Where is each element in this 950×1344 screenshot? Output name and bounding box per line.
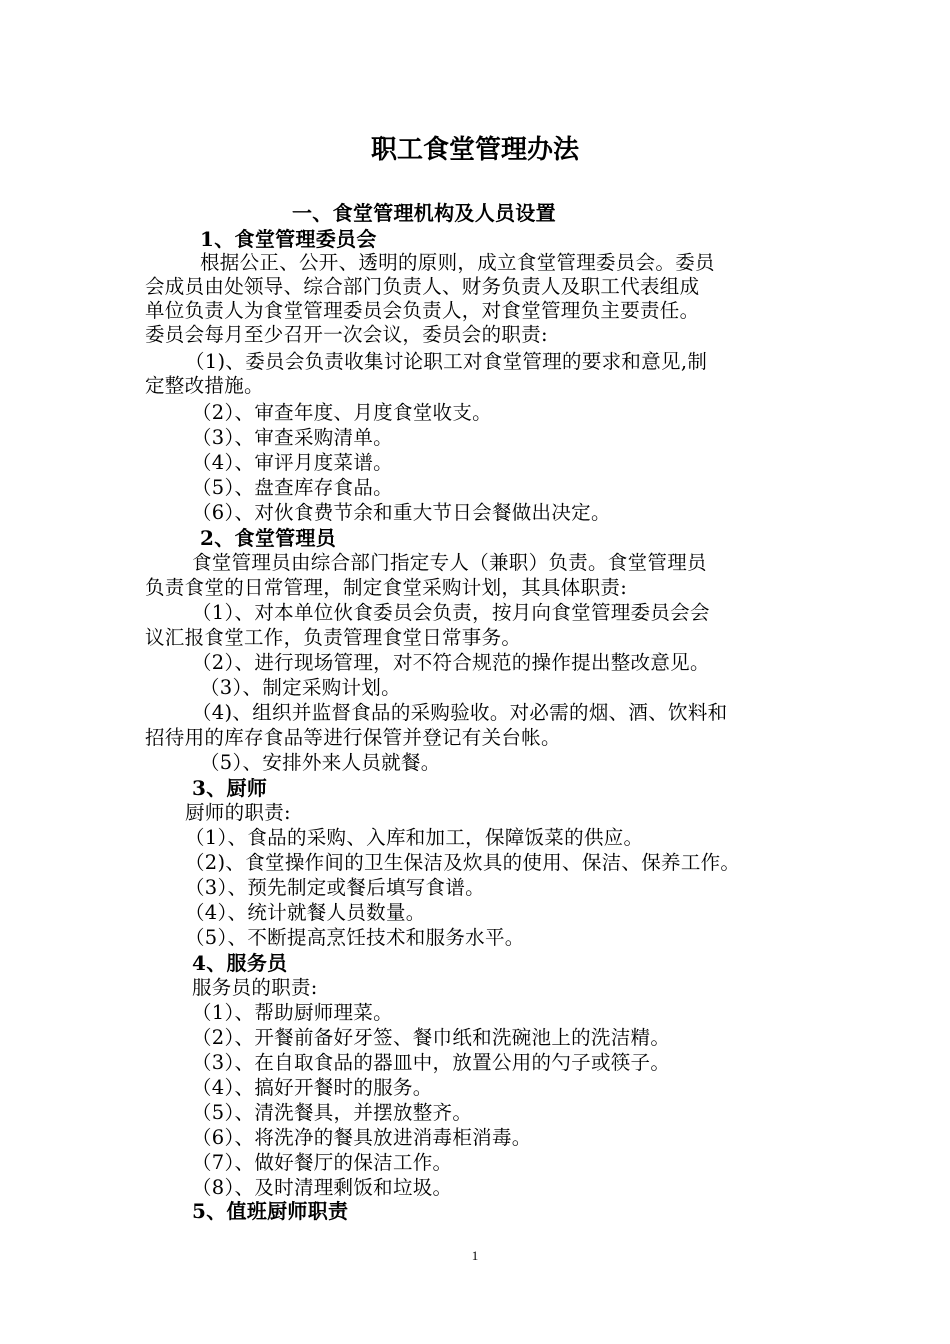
list-item: （7）、做好餐厅的保洁工作。 (192, 1151, 453, 1174)
page-number: 1 (471, 1248, 479, 1263)
list-item-continuation: 招待用的库存食品等进行保管并登记有关台帐。 (145, 726, 561, 749)
list-item: （4）、搞好开餐时的服务。 (192, 1076, 433, 1099)
list-item: （6）、对伙食费节余和重大节日会餐做出决定。 (192, 501, 611, 524)
list-item: （2）、开餐前备好牙签、餐巾纸和洗碗池上的洗洁精。 (192, 1026, 671, 1049)
paragraph-line: 委员会每月至少召开一次会议，委员会的职责: (145, 323, 548, 346)
paragraph-line: 食堂管理员由综合部门指定专人（兼职）负责。食堂管理员 (192, 551, 707, 574)
paragraph-line: 负责食堂的日常管理，制定食堂采购计划，其具体职责: (145, 576, 628, 599)
list-item-continuation: 定整改措施。 (145, 374, 264, 397)
list-item: （3）、制定采购计划。 (200, 676, 401, 699)
subsection-heading-duty-chef: 5、值班厨师职责 (192, 1199, 349, 1223)
list-item: （1）、帮助厨师理菜。 (192, 1001, 393, 1024)
list-item: （3）、在自取食品的器皿中，放置公用的勺子或筷子。 (192, 1051, 671, 1074)
paragraph-line: 会成员由处领导、综合部门负责人、财务负责人及职工代表组成 (145, 275, 700, 298)
paragraph-line: 厨师的职责: (185, 801, 291, 824)
list-item: （2）、进行现场管理，对不符合规范的操作提出整改意见。 (192, 651, 710, 674)
paragraph-line: 服务员的职责: (192, 976, 318, 999)
list-item: （4）、统计就餐人员数量。 (185, 901, 426, 924)
list-item: （5）、安排外来人员就餐。 (200, 751, 441, 774)
subsection-heading-waiter: 4、服务员 (192, 951, 288, 975)
list-item: （8）、及时清理剩饭和垃圾。 (192, 1176, 453, 1199)
list-item: （6）、将洗净的餐具放进消毒柜消毒。 (192, 1126, 532, 1149)
list-item: （5）、盘查库存食品。 (192, 476, 393, 499)
list-item: （2）、审查年度、月度食堂收支。 (192, 401, 492, 424)
list-item: （1）、对本单位伙食委员会负责，按月向食堂管理委员会会 (192, 601, 710, 624)
list-item-continuation: 议汇报食堂工作，负责管理食堂日常事务。 (145, 626, 522, 649)
list-item: （5）、清洗餐具，并摆放整齐。 (192, 1101, 473, 1124)
paragraph-line: 单位负责人为食堂管理委员会负责人，对食堂管理负主要责任。 (145, 299, 700, 322)
list-item: （1)、委员会负责收集讨论职工对食堂管理的要求和意见,制 (185, 350, 708, 373)
list-item: （4）、审评月度菜谱。 (192, 451, 393, 474)
list-item: （3）、审查采购清单。 (192, 426, 393, 449)
subsection-heading-manager: 2、食堂管理员 (200, 526, 337, 550)
subsection-heading-committee: 1、食堂管理委员会 (200, 227, 377, 251)
list-item: （4)、组织并监督食品的采购验收。对必需的烟、酒、饮料和 (192, 701, 728, 724)
list-item: （2)、食堂操作间的卫生保洁及炊具的使用、保洁、保养工作。 (185, 851, 741, 874)
list-item: （3）、预先制定或餐后填写食谱。 (185, 876, 485, 899)
section-heading: 一、食堂管理机构及人员设置 (292, 201, 556, 225)
list-item: （5）、不断提高烹饪技术和服务水平。 (185, 926, 525, 949)
list-item: （1）、食品的采购、入库和加工，保障饭菜的供应。 (185, 826, 644, 849)
subsection-heading-chef: 3、厨师 (192, 776, 268, 800)
paragraph-line: 根据公正、公开、透明的原则，成立食堂管理委员会。委员 (200, 251, 715, 274)
document-title: 职工食堂管理办法 (370, 135, 579, 165)
